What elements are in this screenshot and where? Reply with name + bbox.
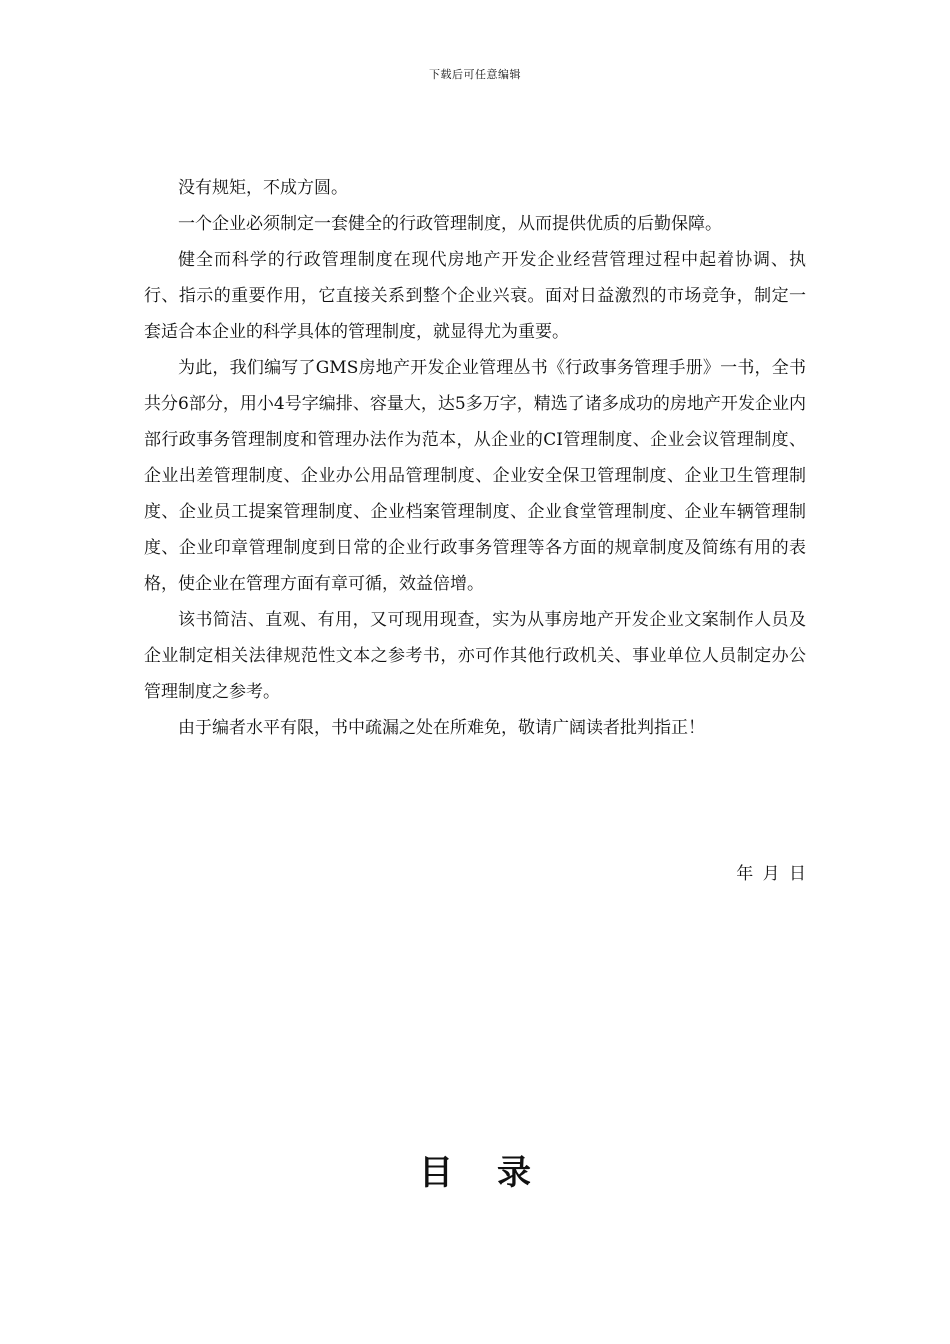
date-line: 年 月 日 <box>736 864 806 884</box>
preface-body <box>144 170 806 746</box>
toc-title: 目录 <box>419 1153 575 1193</box>
header-note: 下载后可任意编辑 <box>429 68 521 81</box>
preface-paragraph-2: 一个企业必须制定一套健全的行政管理制度，从而提供优质的后勤保障。 <box>178 214 722 234</box>
preface-paragraph-6: 由于编者水平有限，书中疏漏之处在所难免，敬请广阔读者批判指正！ <box>178 718 705 738</box>
preface-paragraph-4: 为此，我们编写了GMS房地产开发企业管理丛书《行政事务管理手册》一书，全书共分6部分，用小4号字编排、容量大，达5多万字，精选了诸多成功的房地产开发企业内部行政事务管理制度和管理办法作为范本，从企业的CI管理制度、企业会议管理制度、企业出差管理制度、企业办公用品管理制度、企业安全保卫管理制度、企业卫生管理制度、企业员工提案管理制度、企业档案管理制度、企业食堂管理制度、企业车辆管理制度、企业印章管理制度到日常的企业行政事务管理等各方面的规章制度及简练有用的表格，使企业在管理方面有章可循，效益倍增。 <box>144 358 806 594</box>
preface-paragraph-5: 该书简洁、直观、有用，又可现用现查，实为从事房地产开发企业文案制作人员及企业制定相关法律规范性文本之参考书，亦可作其他行政机关、事业单位人员制定办公管理制度之参考。 <box>144 610 806 702</box>
preface-paragraph-3: 健全而科学的行政管理制度在现代房地产开发企业经营管理过程中起着协调、执行、指示的重要作用，它直接关系到整个企业兴衰。面对日益激烈的市场竞争，制定一套适合本企业的科学具体的管理制度，就显得尤为重要。 <box>144 250 806 342</box>
preface-paragraph-1: 没有规矩，不成方圆。 <box>178 178 348 198</box>
